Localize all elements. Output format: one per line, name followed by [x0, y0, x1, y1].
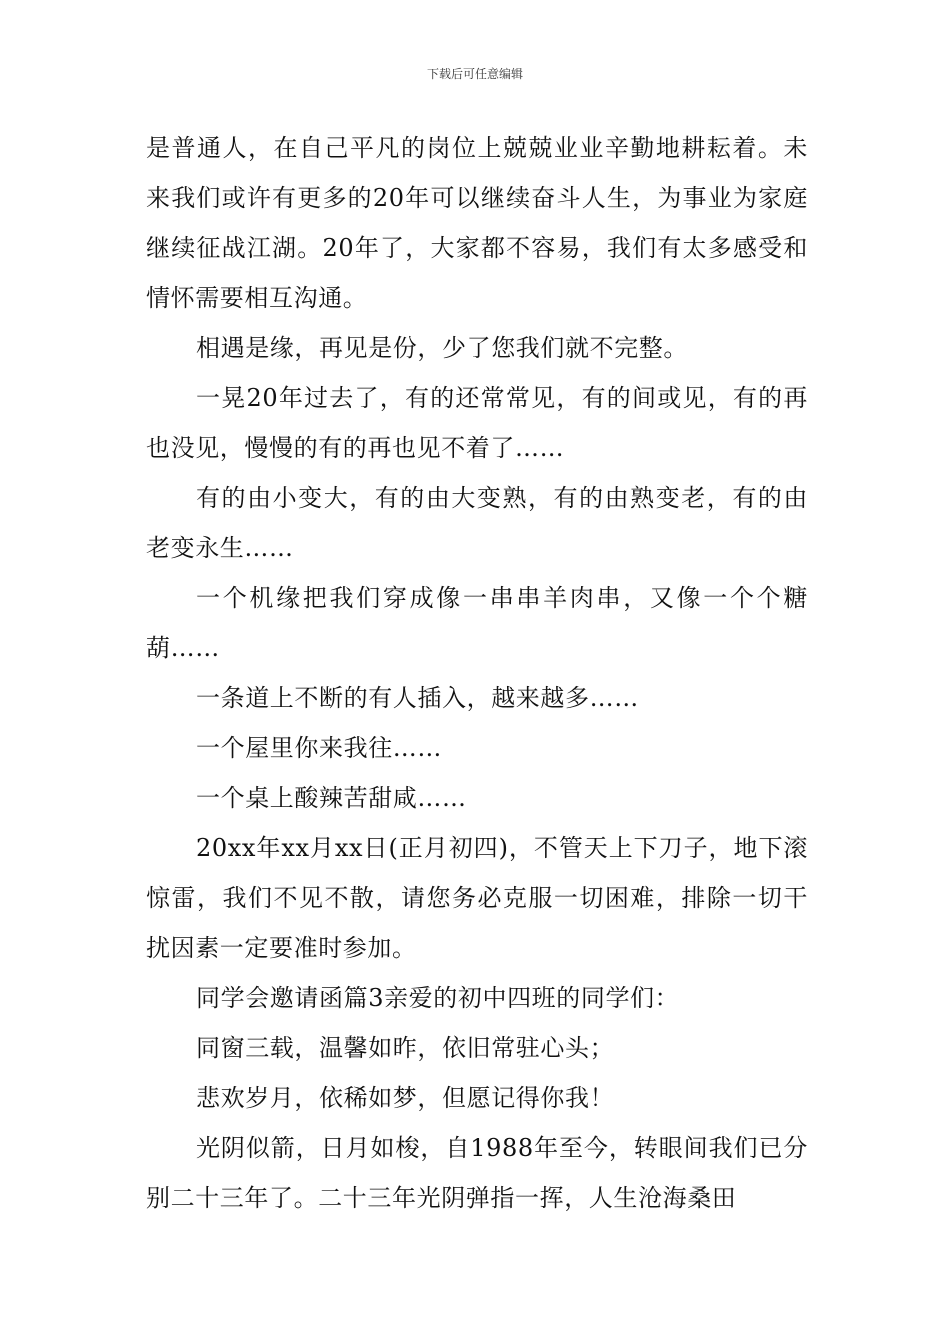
paragraph-11: 同窗三载，温馨如昨，依旧常驻心头；	[196, 1034, 615, 1062]
paragraph-13: 光阴似箭，日月如梭，自1988年至今，转眼间我们已分别二十三年了。二十三年光阴弹指一挥，人生沧海桑田	[146, 1134, 808, 1212]
page-header: 下载后可任意编辑	[426, 67, 523, 81]
paragraph-12: 悲欢岁月，依稀如梦，但愿记得你我！	[196, 1084, 615, 1112]
paragraph-7: 一个屋里你来我往……	[196, 734, 442, 762]
paragraph-4: 有的由小变大，有的由大变熟，有的由熟变老，有的由老变永生……	[146, 484, 808, 562]
paragraph-3: 一晃20年过去了，有的还常常见，有的间或见，有的再也没见，慢慢的有的再也见不着了……	[146, 384, 808, 462]
paragraph-1: 是普通人，在自己平凡的岗位上兢兢业业辛勤地耕耘着。未来我们或许有更多的20年可以继续奋斗人生，为事业为家庭继续征战江湖。20年了，大家都不容易，我们有太多感受和情怀需要相互沟通。	[146, 134, 808, 312]
paragraph-10: 同学会邀请函篇3亲爱的初中四班的同学们：	[196, 984, 680, 1012]
paragraph-5: 一个机缘把我们穿成像一串串羊肉串，又像一个个糖葫……	[146, 584, 808, 662]
document-body	[146, 123, 808, 1223]
paragraph-9: 20xx年xx月xx日(正月初四)，不管天上下刀子，地下滚惊雷，我们不见不散，请您务必克服一切困难，排除一切干扰因素一定要准时参加。	[146, 834, 808, 962]
paragraph-2: 相遇是缘，再见是份，少了您我们就不完整。	[196, 334, 688, 362]
paragraph-8: 一个桌上酸辣苦甜咸……	[196, 784, 467, 812]
paragraph-6: 一条道上不断的有人插入，越来越多……	[196, 684, 639, 712]
